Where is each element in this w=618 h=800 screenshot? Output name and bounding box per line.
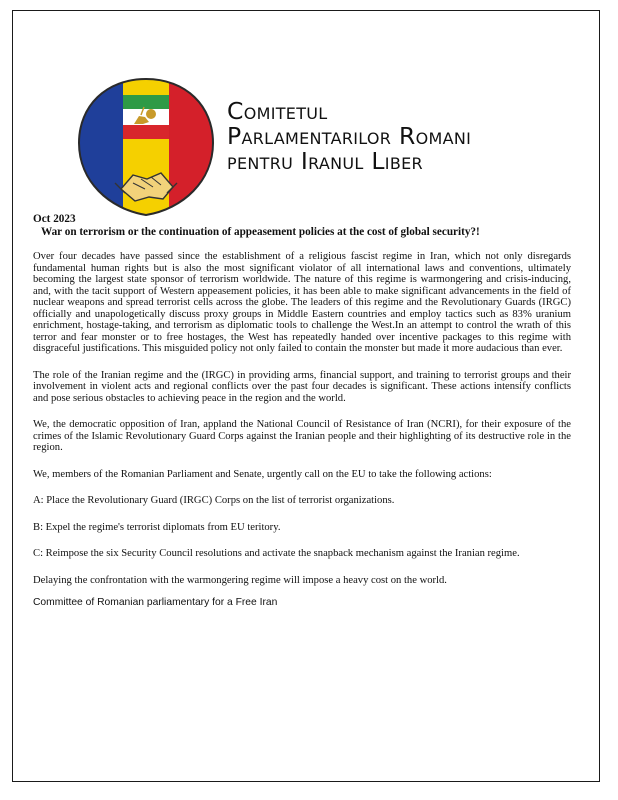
letter-headline: War on terrorism or the continuation of appeasement policies at the cost of global security?! bbox=[41, 226, 480, 238]
action-item-b: B: Expel the regime's terrorist diplomats from EU teritory. bbox=[33, 521, 281, 533]
paragraph-intro: Over four decades have passed since the establishment of a religious fascist regime in Iran, which not only disregards fundamental human rights but is also the most significant violator of all international laws and conventions, ultimately becoming the largest state sponsor of terrorism worldwide. The nature of this regime is warmongering and crisis-inducing, and, with the tacit support of Western appeasement policies, it has been able to make significant advancements in the field of nuclear weapons and spread terrorist cells across the globe. The leaders of this regime and the Revolutionary Guards (IRGC) officially and unapologetically discuss proxy groups in Middle Eastern countries and employ tactics such as 83% uranium enrichment, hostage-taking, and terrorism as diplomatic tools to challenge the West.In an attempt to control the wrath of this terror and fear monster or to free hostages, the West has repeatedly handed over incentive packages to this regime with disgraceful justifications. This misguided policy not only failed to contain the monster but made it more audacious than ever. bbox=[33, 251, 571, 354]
org-name-line-3: pentru Iranul Liber bbox=[227, 147, 423, 175]
action-item-c: C: Reimpose the six Security Council resolutions and activate the snapback mechanism against the Iranian regime. bbox=[33, 548, 520, 559]
committee-logo bbox=[71, 71, 221, 221]
org-name-line-1: Comitetul bbox=[227, 97, 328, 125]
org-name-line-2: Parlamentarilor Romani bbox=[227, 122, 472, 150]
paragraph-call-to-action: We, members of the Romanian Parliament and Senate, urgently call on the EU to take the following actions: bbox=[33, 468, 492, 480]
action-item-a: A: Place the Revolutionary Guard (IRGC) Corps on the list of terrorist organizations. bbox=[33, 495, 395, 506]
letter-date: Oct 2023 bbox=[33, 213, 76, 225]
letter-body bbox=[33, 213, 571, 609]
paragraph-role: The role of the Iranian regime and the (IRGC) in providing arms, financial support, and training to terrorist groups and their involvement in violent acts and regional conflicts over the past four decades is significant. These actions intensify conflicts and pose serious obstacles to achieving peace in the region and the world. bbox=[33, 369, 571, 404]
organization-name bbox=[227, 99, 471, 174]
signature: Committee of Romanian parliamentary for a Free Iran bbox=[33, 597, 278, 608]
paragraph-opposition: We, the democratic opposition of Iran, appland the National Council of Resistance of Iran (NCRI), for their exposure of the crimes of the Islamic Revolutionary Guard Corps against the Iranian people and their highlighting of its destructive role in the region. bbox=[33, 419, 571, 453]
iran-flag-icon bbox=[123, 95, 169, 139]
paragraph-closing: Delaying the confrontation with the warmongering regime will impose a heavy cost on the world. bbox=[33, 574, 447, 586]
